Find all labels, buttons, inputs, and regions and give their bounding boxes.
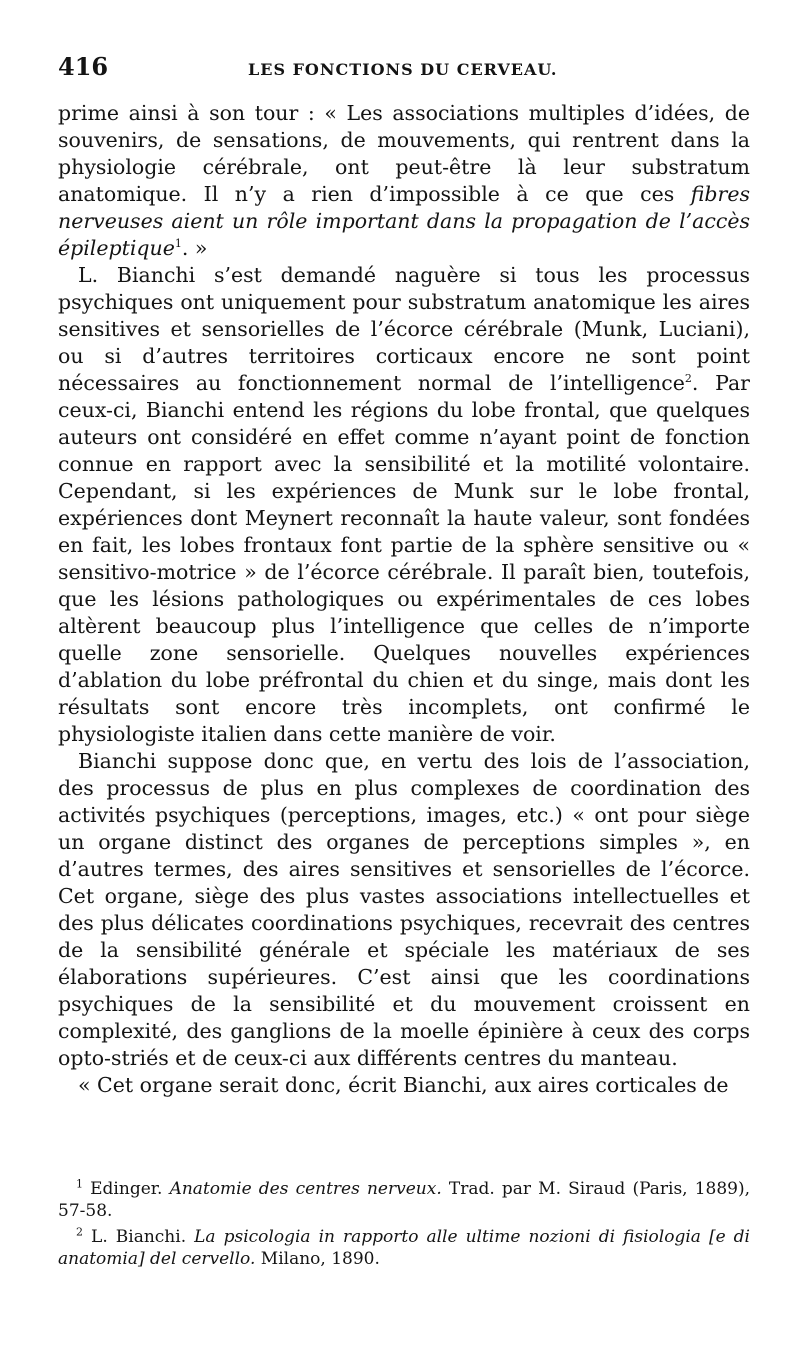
- footnote-2-author: L. Bianchi.: [91, 1227, 195, 1247]
- footnote-1-title: Anatomie des centres nerveux.: [169, 1179, 442, 1199]
- paragraph-4: « Cet organe serait donc, écrit Bianchi, aux aires corticales de: [78, 1073, 729, 1097]
- footnote-ref-1[interactable]: 1: [174, 237, 182, 251]
- page-number: 416: [58, 52, 109, 81]
- footnotes: [58, 1178, 750, 1274]
- page-header: [58, 52, 750, 100]
- footnote-2-title: La psicologia in rapporto alle ultime nozioni di fisiologia [e di anatomia] del cervello.: [58, 1227, 750, 1269]
- footnote-2-marker: 2: [76, 1225, 83, 1239]
- paragraph-2-text: L. Bianchi s’est demandé naguère si tous les processus psychiques ont uniquement pour substratum anatomique les aires sensitives et sensorielles de l’écorce cérébrale (Munk, Luciani), ou si d’autres territoires corticaux encore ne sont point nécessaires au fonctionnement normal de l’intelligence: [58, 263, 750, 395]
- running-title: LES FONCTIONS DU CERVEAU.: [248, 60, 558, 79]
- paragraph-1-text: prime ainsi à son tour : « Les associations multiples d’idées, de souvenirs, de sensations, de mouvements, qui rentrent dans la physiologie cérébrale, ont peut-être là leur substratum anatomique. Il n’y a rien d’impossible à ce que ces: [58, 101, 750, 206]
- paragraph-1-end: . »: [181, 236, 208, 260]
- footnote-1: [58, 1178, 750, 1222]
- footnote-1-author: Edinger.: [90, 1179, 170, 1199]
- paragraph-2-end: . Par ceux-ci, Bianchi entend les régions du lobe frontal, que quelques auteurs ont considéré en effet comme n’ayant point de fonction connue en rapport avec la sensibilité et la motilité volontaire. Cependant, si les expériences de Munk sur le lobe frontal, expériences dont Meynert reconnaît la haute valeur, sont fondées en fait, les lobes frontaux font partie de la sphère sensitive ou « sensitivo-motrice » de l’écorce cérébrale. Il paraît bien, toutefois, que les lésions pathologiques ou expérimentales de ces lobes altèrent beaucoup plus l’intelligence que celles de n’importe quelle zone sensorielle. Quelques nouvelles expériences d’ablation du lobe préfrontal du chien et du singe, mais dont les résultats sont encore très incomplets, ont confirmé le physiologiste italien dans cette manière de voir.: [58, 371, 750, 746]
- body-text: [58, 100, 750, 1099]
- paragraph-2: [58, 262, 750, 748]
- page: [58, 52, 750, 1099]
- footnote-1-rest: Trad. par M. Siraud (Paris, 1889), 57-58.: [58, 1179, 751, 1221]
- paragraph-1: [58, 100, 750, 262]
- paragraph-3: Bianchi suppose donc que, en vertu des lois de l’association, des processus de plus en plus complexes de coordination des activités psychiques (perceptions, images, etc.) « ont pour siège un organe distinct des organes de perceptions simples », en d’autres termes, des aires sensitives et sensorielles de l’écorce. Cet organe, siège des plus vastes associations intellectuelles et des plus délicates coordinations psychiques, recevrait des centres de la sensibilité générale et spéciale les matériaux de ses élaborations supérieures. C’est ainsi que les coordinations psychiques de la sensibilité et du mouvement croissent en complexité, des ganglions de la moelle épinière à ceux des corps opto-striés et de ceux-ci aux différents centres du manteau.: [58, 749, 750, 1070]
- paragraph-1-italic: fibres nerveuses aient un rôle important dans la propagation de l’accès épileptique: [58, 182, 750, 260]
- footnote-ref-2[interactable]: 2: [684, 372, 692, 386]
- footnote-2-rest: Milano, 1890.: [255, 1249, 380, 1269]
- footnote-2: [58, 1226, 750, 1270]
- footnote-1-marker: 1: [76, 1177, 83, 1191]
